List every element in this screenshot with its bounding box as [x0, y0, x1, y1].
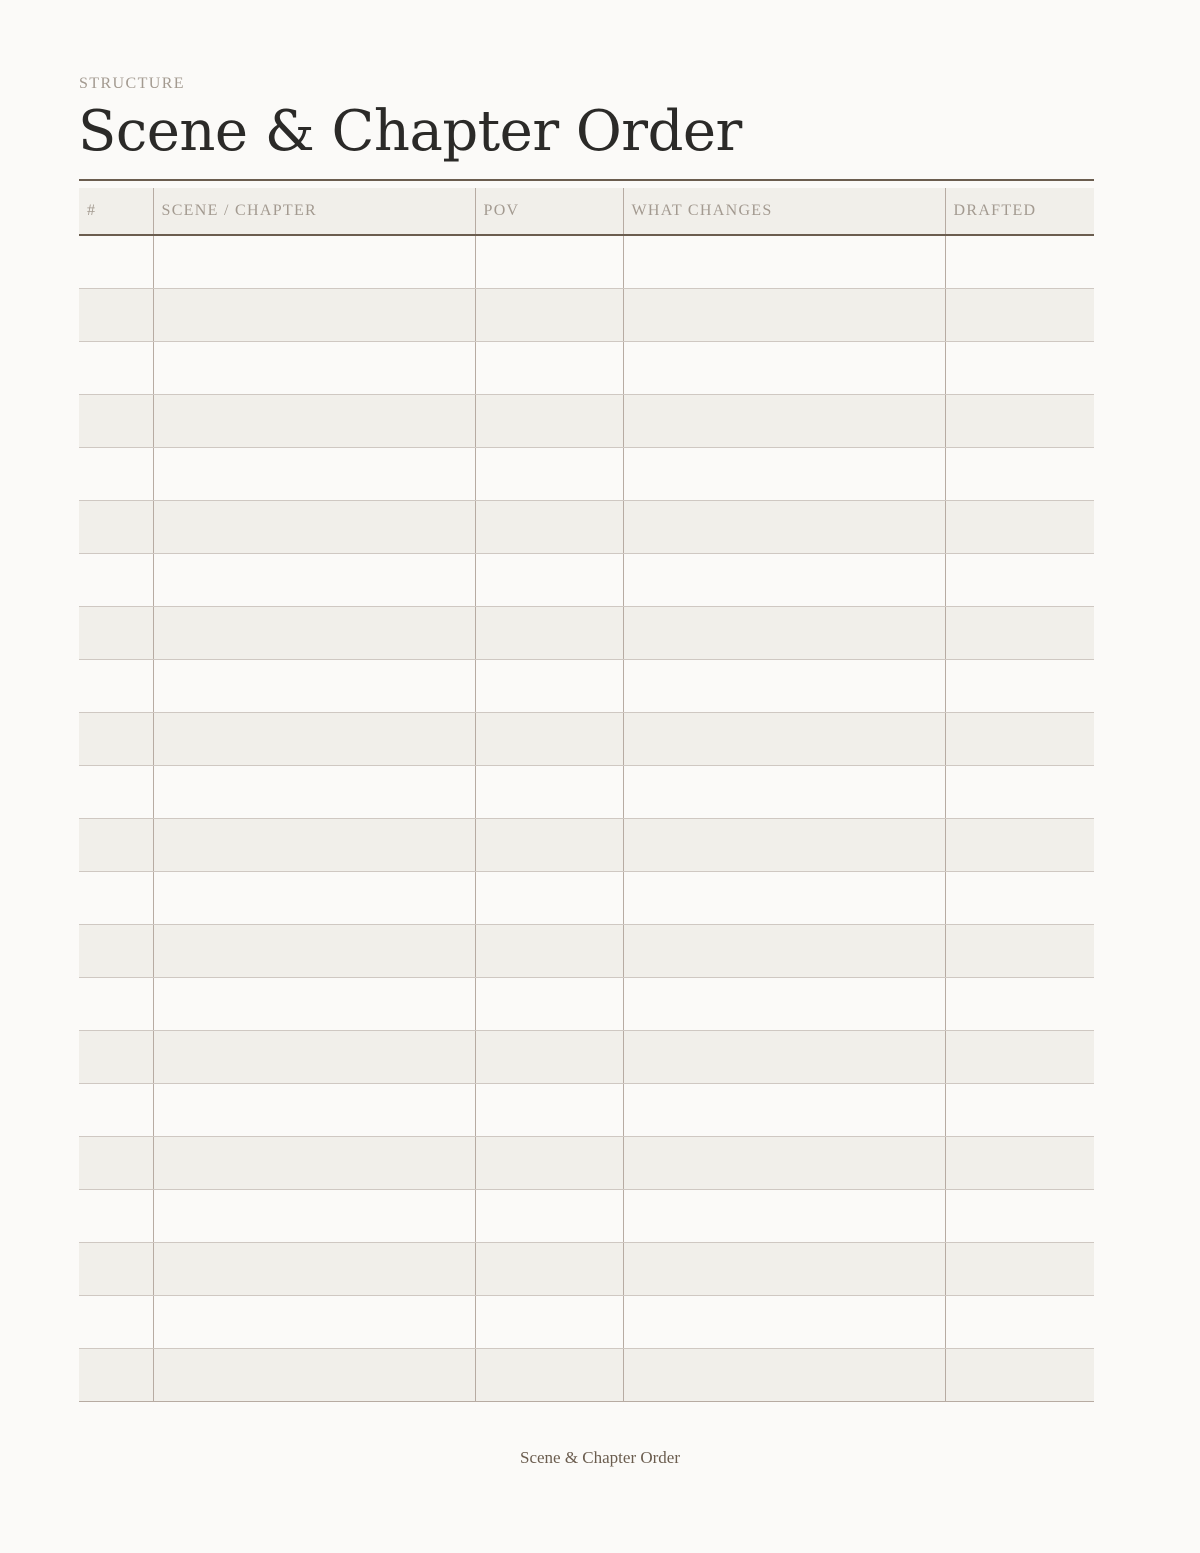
cell-scene-chapter[interactable] [153, 1349, 475, 1402]
cell-scene-chapter[interactable] [153, 342, 475, 395]
cell-scene-chapter[interactable] [153, 289, 475, 342]
cell-what-changes[interactable] [623, 448, 945, 501]
cell-drafted[interactable] [945, 872, 1094, 925]
cell-pov[interactable] [475, 554, 623, 607]
cell-pov[interactable] [475, 1137, 623, 1190]
cell-pov[interactable] [475, 289, 623, 342]
cell-drafted[interactable] [945, 1084, 1094, 1137]
cell-what-changes[interactable] [623, 607, 945, 660]
cell-pov[interactable] [475, 235, 623, 289]
cell-drafted[interactable] [945, 235, 1094, 289]
cell-what-changes[interactable] [623, 1084, 945, 1137]
page-title: Scene & Chapter Order [78, 99, 742, 164]
cell-what-changes[interactable] [623, 1137, 945, 1190]
table-row [79, 395, 1094, 448]
table-row [79, 1296, 1094, 1349]
cell-pov[interactable] [475, 395, 623, 448]
cell-what-changes[interactable] [623, 766, 945, 819]
cell-pov[interactable] [475, 342, 623, 395]
cell-what-changes[interactable] [623, 819, 945, 872]
table-row [79, 1243, 1094, 1296]
cell-number[interactable] [79, 660, 153, 713]
table-row [79, 448, 1094, 501]
cell-pov[interactable] [475, 1243, 623, 1296]
cell-scene-chapter[interactable] [153, 554, 475, 607]
table-row [79, 607, 1094, 660]
table-row [79, 1084, 1094, 1137]
table-row [79, 925, 1094, 978]
table-row [79, 872, 1094, 925]
cell-what-changes[interactable] [623, 872, 945, 925]
cell-number[interactable] [79, 395, 153, 448]
table-row [79, 342, 1094, 395]
cell-number[interactable] [79, 1031, 153, 1084]
table-row [79, 766, 1094, 819]
cell-drafted[interactable] [945, 289, 1094, 342]
cell-scene-chapter[interactable] [153, 1031, 475, 1084]
cell-what-changes[interactable] [623, 554, 945, 607]
cell-number[interactable] [79, 1243, 153, 1296]
cell-scene-chapter[interactable] [153, 660, 475, 713]
column-header-pov: POV [475, 188, 623, 235]
cell-drafted[interactable] [945, 1137, 1094, 1190]
table-row [79, 978, 1094, 1031]
cell-scene-chapter[interactable] [153, 1137, 475, 1190]
cell-pov[interactable] [475, 501, 623, 554]
cell-number[interactable] [79, 501, 153, 554]
cell-drafted[interactable] [945, 1243, 1094, 1296]
cell-pov[interactable] [475, 1349, 623, 1402]
cell-pov[interactable] [475, 819, 623, 872]
cell-what-changes[interactable] [623, 501, 945, 554]
scene-order-table-container [79, 179, 1094, 1402]
cell-pov[interactable] [475, 978, 623, 1031]
cell-number[interactable] [79, 607, 153, 660]
cell-number[interactable] [79, 1137, 153, 1190]
cell-scene-chapter[interactable] [153, 925, 475, 978]
cell-number[interactable] [79, 1349, 153, 1402]
cell-number[interactable] [79, 978, 153, 1031]
cell-number[interactable] [79, 235, 153, 289]
cell-scene-chapter[interactable] [153, 395, 475, 448]
cell-pov[interactable] [475, 872, 623, 925]
cell-what-changes[interactable] [623, 1243, 945, 1296]
cell-what-changes[interactable] [623, 342, 945, 395]
cell-scene-chapter[interactable] [153, 1243, 475, 1296]
cell-scene-chapter[interactable] [153, 235, 475, 289]
cell-drafted[interactable] [945, 448, 1094, 501]
scene-order-table [79, 188, 1094, 1402]
cell-what-changes[interactable] [623, 925, 945, 978]
cell-drafted[interactable] [945, 978, 1094, 1031]
table-body [79, 235, 1094, 1402]
cell-drafted[interactable] [945, 1190, 1094, 1243]
table-row [79, 1137, 1094, 1190]
table-header-row [79, 188, 1094, 235]
cell-number[interactable] [79, 1084, 153, 1137]
cell-scene-chapter[interactable] [153, 872, 475, 925]
cell-drafted[interactable] [945, 713, 1094, 766]
cell-drafted[interactable] [945, 1296, 1094, 1349]
cell-number[interactable] [79, 554, 153, 607]
cell-what-changes[interactable] [623, 289, 945, 342]
table-row [79, 1031, 1094, 1084]
cell-scene-chapter[interactable] [153, 978, 475, 1031]
cell-what-changes[interactable] [623, 660, 945, 713]
table-row [79, 1349, 1094, 1402]
cell-pov[interactable] [475, 1031, 623, 1084]
cell-pov[interactable] [475, 1296, 623, 1349]
column-header-drafted: DRAFTED [945, 188, 1094, 235]
table-row [79, 660, 1094, 713]
column-header-scene-chapter: SCENE / CHAPTER [153, 188, 475, 235]
cell-what-changes[interactable] [623, 235, 945, 289]
cell-number[interactable] [79, 713, 153, 766]
cell-drafted[interactable] [945, 554, 1094, 607]
cell-number[interactable] [79, 289, 153, 342]
cell-pov[interactable] [475, 607, 623, 660]
cell-number[interactable] [79, 872, 153, 925]
cell-scene-chapter[interactable] [153, 501, 475, 554]
table-row [79, 819, 1094, 872]
cell-drafted[interactable] [945, 766, 1094, 819]
table-row [79, 501, 1094, 554]
cell-number[interactable] [79, 342, 153, 395]
page-footer: Scene & Chapter Order [519, 1448, 681, 1467]
section-eyebrow: STRUCTURE [79, 75, 185, 92]
cell-what-changes[interactable] [623, 713, 945, 766]
table-row [79, 289, 1094, 342]
cell-scene-chapter[interactable] [153, 607, 475, 660]
cell-pov[interactable] [475, 766, 623, 819]
cell-scene-chapter[interactable] [153, 766, 475, 819]
cell-pov[interactable] [475, 1190, 623, 1243]
cell-what-changes[interactable] [623, 978, 945, 1031]
table-row [79, 1190, 1094, 1243]
cell-scene-chapter[interactable] [153, 1084, 475, 1137]
cell-pov[interactable] [475, 660, 623, 713]
table-row [79, 713, 1094, 766]
column-header-number: # [79, 188, 153, 235]
cell-drafted[interactable] [945, 395, 1094, 448]
cell-scene-chapter[interactable] [153, 1296, 475, 1349]
cell-what-changes[interactable] [623, 1031, 945, 1084]
cell-drafted[interactable] [945, 501, 1094, 554]
cell-number[interactable] [79, 925, 153, 978]
cell-drafted[interactable] [945, 607, 1094, 660]
cell-drafted[interactable] [945, 660, 1094, 713]
cell-pov[interactable] [475, 448, 623, 501]
table-row [79, 235, 1094, 289]
cell-number[interactable] [79, 448, 153, 501]
header-rule [79, 179, 1094, 181]
cell-what-changes[interactable] [623, 1190, 945, 1243]
cell-pov[interactable] [475, 925, 623, 978]
cell-what-changes[interactable] [623, 1349, 945, 1402]
table-row [79, 554, 1094, 607]
cell-pov[interactable] [475, 713, 623, 766]
cell-number[interactable] [79, 819, 153, 872]
cell-what-changes[interactable] [623, 1296, 945, 1349]
cell-what-changes[interactable] [623, 395, 945, 448]
table-header [79, 188, 1094, 235]
cell-drafted[interactable] [945, 925, 1094, 978]
cell-scene-chapter[interactable] [153, 448, 475, 501]
cell-scene-chapter[interactable] [153, 713, 475, 766]
cell-scene-chapter[interactable] [153, 1190, 475, 1243]
cell-scene-chapter[interactable] [153, 819, 475, 872]
cell-number[interactable] [79, 1190, 153, 1243]
cell-number[interactable] [79, 766, 153, 819]
cell-drafted[interactable] [945, 819, 1094, 872]
column-header-what-changes: WHAT CHANGES [623, 188, 945, 235]
cell-drafted[interactable] [945, 1349, 1094, 1402]
cell-drafted[interactable] [945, 1031, 1094, 1084]
cell-number[interactable] [79, 1296, 153, 1349]
cell-drafted[interactable] [945, 342, 1094, 395]
cell-pov[interactable] [475, 1084, 623, 1137]
